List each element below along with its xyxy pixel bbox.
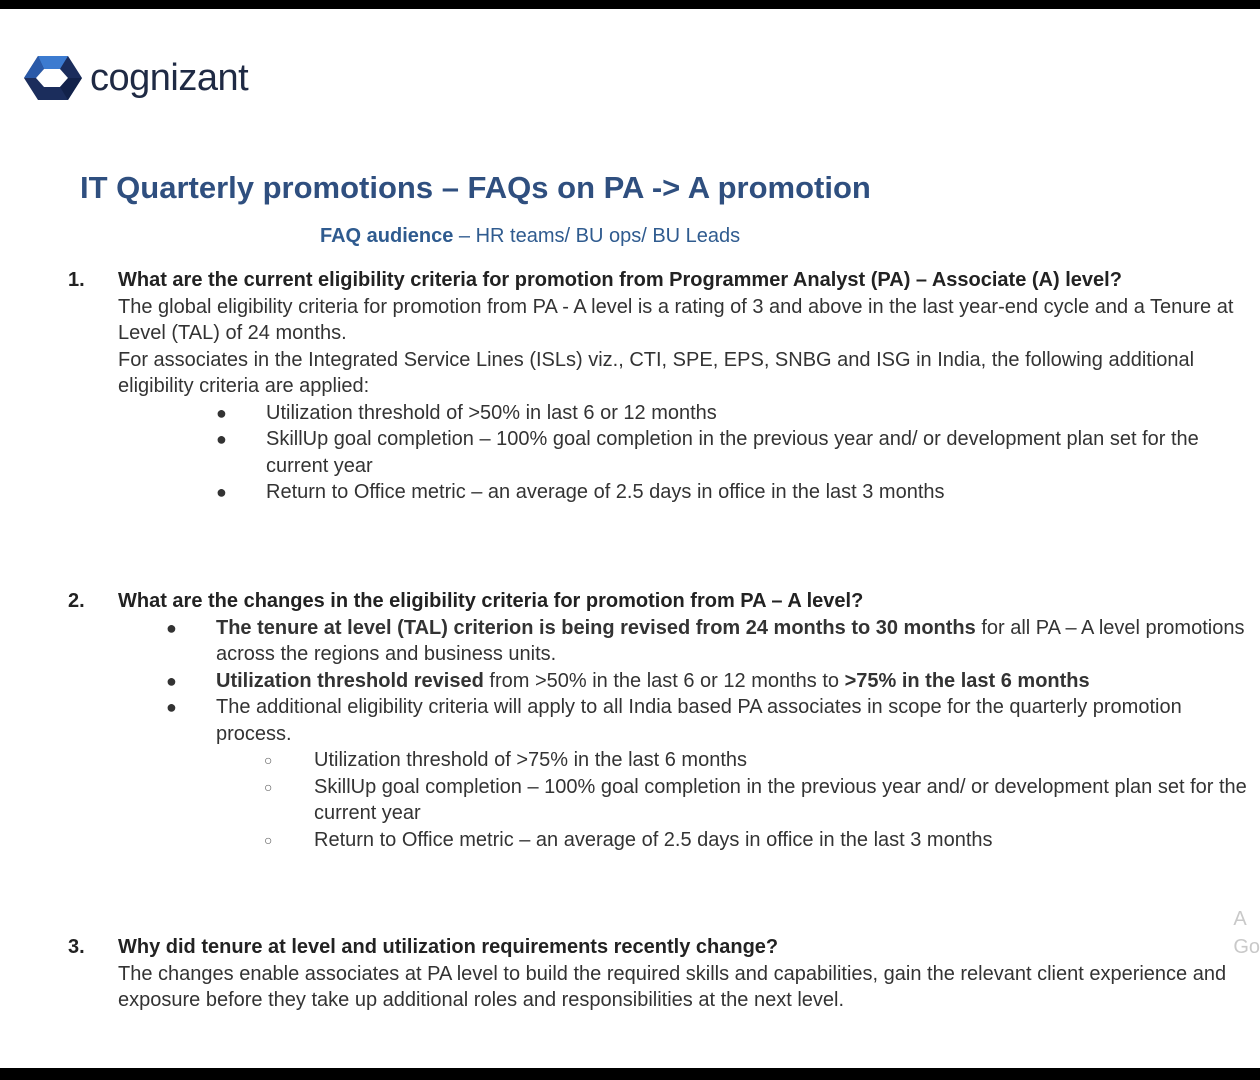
hollow-bullet-icon: ○ xyxy=(264,831,273,848)
watermark-line: A xyxy=(1233,908,1247,930)
hollow-bullet-icon: ○ xyxy=(264,752,273,768)
list-item-text: The additional eligibility criteria will apply to all India based PA associates in scope for the quarterly promotion process. xyxy=(216,696,1182,745)
faq-item-1 xyxy=(68,267,1248,506)
list-item xyxy=(166,668,1248,695)
faq-item-3 xyxy=(68,934,1248,1014)
list-item xyxy=(166,694,1248,747)
list-item xyxy=(166,615,1248,668)
page-title: IT Quarterly promotions – FAQs on PA -> A promotion xyxy=(80,170,871,205)
sub-list-item xyxy=(264,827,1248,854)
faq-number: 1. xyxy=(68,269,85,291)
cognizant-logo-mark-icon xyxy=(22,52,84,104)
faq-question-text: What are the current eligibility criteria for promotion from Programmer Analyst (PA) – Associate (A) level? xyxy=(118,269,1122,291)
faq-question-3 xyxy=(68,934,1248,961)
faq-question-text: What are the changes in the eligibility criteria for promotion from PA – A level? xyxy=(118,590,864,612)
top-border xyxy=(0,0,1260,9)
sub-bullet-list xyxy=(264,747,1248,853)
faq-question-text: Why did tenure at level and utilization requirements recently change? xyxy=(118,936,779,958)
bullet-list xyxy=(216,400,1248,506)
list-item-text: SkillUp goal completion – 100% goal completion in the previous year and/ or development plan set for the current year xyxy=(314,775,1247,824)
list-item-text: Utilization threshold of >75% in the last 6 months xyxy=(314,749,748,771)
list-item-text: SkillUp goal completion – 100% goal completion in the previous year and/ or development plan set for the current year xyxy=(266,428,1199,477)
bold-text: >75% in the last 6 months xyxy=(844,669,1090,692)
list-item xyxy=(216,479,1248,506)
sub-list-item xyxy=(264,747,1248,774)
bold-text: Utilization threshold revised xyxy=(216,669,484,692)
faq-audience xyxy=(320,225,740,248)
list-item xyxy=(216,426,1248,479)
audience-label: FAQ audience xyxy=(320,225,454,247)
list-item-text: Utilization threshold of >50% in last 6 or 12 months xyxy=(266,401,717,424)
faq-question-1 xyxy=(68,267,1248,294)
bullet-icon: ● xyxy=(166,617,177,638)
faq-item-2 xyxy=(68,588,1248,853)
bottom-border xyxy=(0,1068,1260,1080)
faq-answer-paragraph: The changes enable associates at PA level to build the required skills and capabilities, gain the relevant client experience and exposure before they take up additional roles and responsibilities at the next level. xyxy=(118,962,1227,1011)
faq-number: 3. xyxy=(68,936,85,958)
faq-answer-paragraph: The global eligibility criteria for promotion from PA - A level is a rating of 3 and above in the last year-end cycle and a Tenure at Level (TAL) of 24 months. xyxy=(118,295,1234,344)
list-item xyxy=(216,400,1248,427)
audience-text: – HR teams/ BU ops/ BU Leads xyxy=(453,225,741,247)
bullet-list xyxy=(166,615,1248,748)
list-item-text: Return to Office metric – an average of 2.5 days in office in the last 3 months xyxy=(314,828,993,851)
faq-number: 2. xyxy=(68,590,85,612)
logo-text: cognizant xyxy=(90,56,249,99)
faq-answer-paragraph: For associates in the Integrated Service Lines (ISLs) viz., CTI, SPE, EPS, SNBG and ISG in India, the following additional eligibility criteria are applied: xyxy=(118,348,1195,397)
watermark-line: Go xyxy=(1233,936,1260,958)
bullet-icon: ● xyxy=(216,482,227,502)
cognizant-logo xyxy=(22,52,248,104)
activation-watermark xyxy=(1233,905,1260,961)
bullet-icon: ● xyxy=(216,429,227,449)
list-item-text: Return to Office metric – an average of 2.5 days in office in the last 3 months xyxy=(266,481,945,503)
bullet-icon: ● xyxy=(166,670,177,691)
list-item-text xyxy=(216,615,1248,668)
bullet-icon: ● xyxy=(216,402,227,423)
bullet-icon: ● xyxy=(166,697,177,717)
hollow-bullet-icon: ○ xyxy=(264,778,273,795)
list-item-text xyxy=(216,668,1248,695)
faq-question-2 xyxy=(68,588,1248,615)
bold-text: The tenure at level (TAL) criterion is being revised from 24 months to 30 months xyxy=(216,616,976,639)
plain-text: from >50% in the last 6 or 12 months to xyxy=(483,669,845,692)
plain-text: for all PA – A level promotions across the regions and business units. xyxy=(216,616,1245,665)
sub-list-item xyxy=(264,774,1248,827)
